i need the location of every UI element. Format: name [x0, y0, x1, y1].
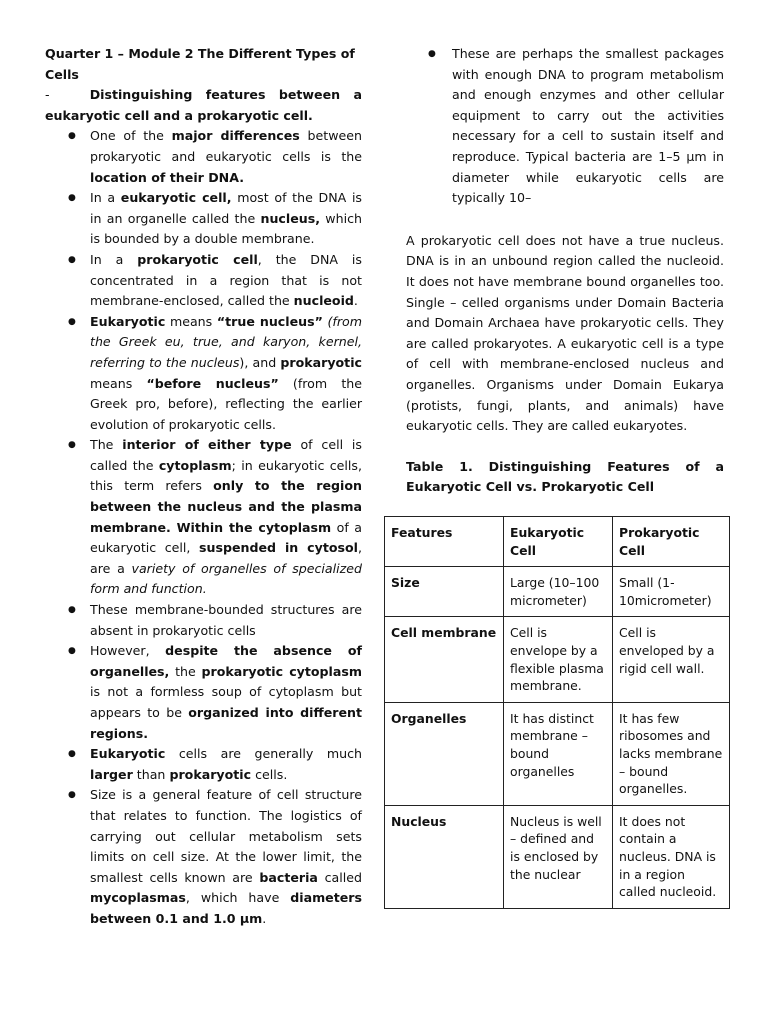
table-cell: Cell is envelope by a flexible plasma membrane.	[504, 617, 613, 702]
table-cell: Cell membrane	[385, 617, 504, 702]
table-cell: Size	[385, 567, 504, 617]
list-item: ● The interior of either type of cell is called the cytoplasm; in eukaryotic cells, this term refers only to the region between the nucleus and the plasma membrane. Within the cytoplasm of a eukaryotic cell, suspended in cytosol, are a variety of organelles of specialized form and function.	[45, 435, 362, 600]
table-cell: Nucleus is well – defined and is enclosed by the nuclear	[504, 805, 613, 908]
list-item: ● In a prokaryotic cell, the DNA is concentrated in a region that is not membrane-enclosed, called the nucleoid.	[45, 250, 362, 312]
table-cell: Small (1-10micrometer)	[613, 567, 730, 617]
list-item: ● One of the major differences between prokaryotic and eukaryotic cells is the location of their DNA.	[45, 126, 362, 188]
left-column	[45, 44, 362, 930]
list-item: ● Size is a general feature of cell structure that relates to function. The logistics of carrying out cellular metabolism sets limits on cell size. At the lower limit, the smallest cells known are bacteria called mycoplasmas, which have diameters between 0.1 and 1.0 μm.	[45, 785, 362, 929]
table-caption: Table 1. Distinguishing Features of a Eukaryotic Cell vs. Prokaryotic Cell	[406, 458, 724, 495]
features-table	[384, 516, 730, 909]
table-header: Features	[385, 517, 504, 567]
right-column	[406, 44, 724, 498]
list-item: ● These membrane-bounded structures are absent in prokaryotic cells	[45, 600, 362, 641]
table-cell: Large (10–100 micrometer)	[504, 567, 613, 617]
differences-list	[45, 126, 362, 929]
table-cell: Cell is enveloped by a rigid cell wall.	[613, 617, 730, 702]
list-item: ● These are perhaps the smallest packages with enough DNA to program metabolism and enough enzymes and other cellular equipment to carry out the activities necessary for a cell to sustain itself and reproduce. Typical bacteria are 1–5 μm in diameter while eukaryotic cells are typically 10–	[406, 44, 724, 209]
table-row	[385, 805, 730, 908]
prokaryote-paragraph: A prokaryotic cell does not have a true nucleus. DNA is in an unbound region called the nucleoid. It does not have membrane bound organelles too. Single – celled organisms under Domain Bacteria and Domain Archaea have prokaryotic cells. They are called prokaryotes. A eukaryotic cell is a type of cell with membrane-enclosed nucleus and organelles. Organisms under Domain Eukarya (protists, fungi, plants, and animals) have eukaryotic cells. They are called eukaryotes.	[406, 232, 724, 434]
list-item: ● In a eukaryotic cell, most of the DNA is in an organelle called the nucleus, which is bounded by a double membrane.	[45, 188, 362, 250]
table-header: Eukaryotic Cell	[504, 517, 613, 567]
table-cell: Nucleus	[385, 805, 504, 908]
table-cell: Organelles	[385, 702, 504, 805]
table-cell: It has few ribosomes and lacks membrane – bound organelles.	[613, 702, 730, 805]
table-header: Prokaryotic Cell	[613, 517, 730, 567]
table-cell: It does not contain a nucleus. DNA is in a region called nucleoid.	[613, 805, 730, 908]
table-row	[385, 702, 730, 805]
list-item: ● Eukaryotic means “true nucleus” (from the Greek eu, true, and karyon, kernel, referring to the nucleus), and prokaryotic means “before nucleus” (from the Greek pro, before), reflecting the earlier evolution of prokaryotic cells.	[45, 312, 362, 436]
table-row	[385, 617, 730, 702]
section-subtitle: - Distinguishing features between a eukaryotic cell and a prokaryotic cell.	[45, 87, 362, 123]
size-list	[406, 44, 724, 209]
module-title: Quarter 1 – Module 2 The Different Types of Cells	[45, 46, 355, 82]
table-cell: It has distinct membrane – bound organelles	[504, 702, 613, 805]
table-header-row	[385, 517, 730, 567]
list-item: ● However, despite the absence of organelles, the prokaryotic cytoplasm is not a formless soup of cytoplasm but appears to be organized into different regions.	[45, 641, 362, 744]
table-row	[385, 567, 730, 617]
list-item: ● Eukaryotic cells are generally much larger than prokaryotic cells.	[45, 744, 362, 785]
